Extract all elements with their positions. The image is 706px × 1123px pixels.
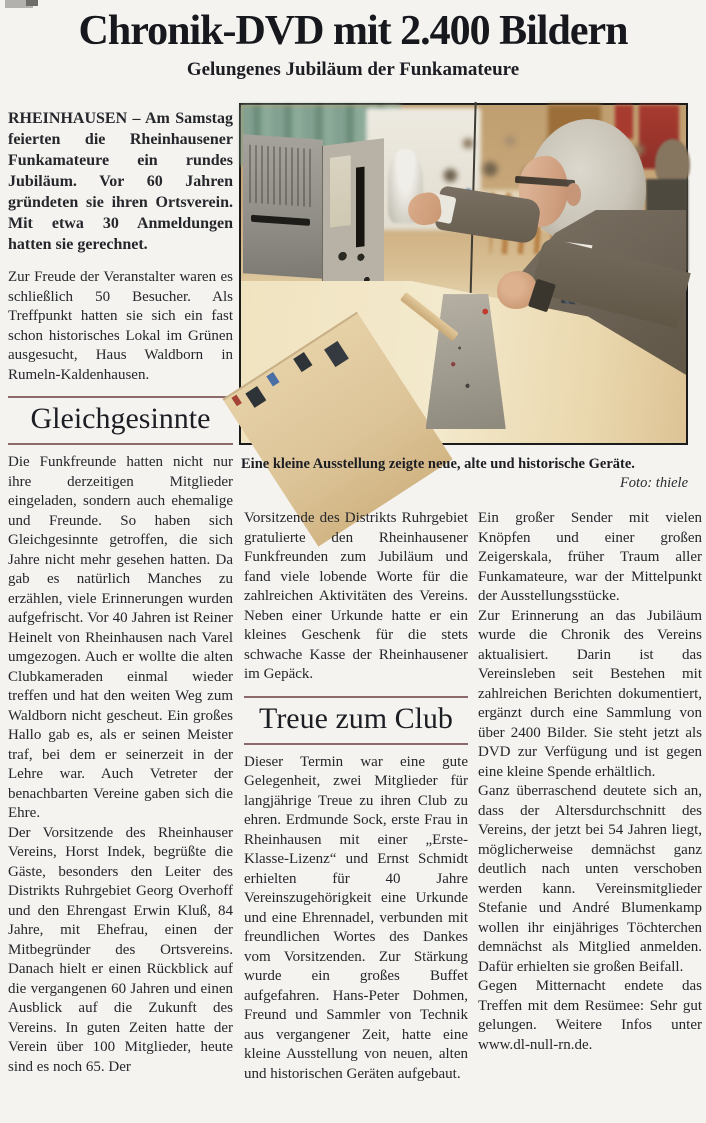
paragraph-closing: Gegen Mitternacht endete das Treffen mit dem Resümee: Sehr gut gelungen. Weitere Infos unter www.dl-null-rn.de. (478, 978, 702, 1053)
photo-credit: Foto: thiele (619, 475, 688, 491)
paragraph-honors: Dieser Termin war eine gute Gelegenheit, zwei Mitglieder für langjährige Treue zu ihren Club zu ehren. Erdmunde Sock, erste Frau in Rheinhausen mit einer „Erste-Klasse-Lizenz“ und Ernst Schmidt erhielten für 40 Jahre Vereinszugehörigkeit eine Urkunde und eine Ehrennadel, verbunden mit freundlichen Wortes des Dankes vom Vorsitzenden. Zur Stärkung wurde ein großes Buffet aufgefahren. Hans-Peter Dohmen, Freund und Sammler von Technik aus vergangener Zeit, hatte eine kleine Ausstellung von neuen, alten und historischen Geräten aufgebaut. (244, 753, 468, 1082)
section-heading-treue-zum-club: Treue zum Club (244, 696, 468, 745)
photo-caption: Eine kleine Ausstellung zeigte neue, alte und historische Geräte. (241, 456, 635, 472)
paragraph-age: Ganz überraschend deutete sich an, dass der Altersdurchschnitt des Vereins, der jetzt bei 54 Jahren liegt, möglicherweise demnächst ganz deutlich nach unten verschoben werden kann. Vereinsmitglieder Stefanie und André Blumenkamp wollen ihr einjähriges Töchterchen demnächst als Mitglied anmelden. Dafür erhielten sie großen Beifall. (478, 783, 702, 975)
column-middle (244, 509, 468, 1084)
photo-caption-block (241, 455, 688, 492)
paragraph-chairman: Der Vorsitzende des Rheinhauser Vereins, Horst Indek, begrüßte die Gäste, besonders den Leiter des Distrikts Ruhrgebiet Georg Overhoff und den Ehrengast Erwin Kluß, 84 Jahre, mit Ehefrau, einen der Mitbegründer des Ortsvereins. Danach hielt er einen Rückblick auf die vergangenen 60 Jahren und einen Ausblick auf die Zukunft des Vereins. In guten Zeiten hatte der Verein über 100 Mitglieder, heute sind es noch 65. Der (8, 824, 233, 1075)
paragraph-friends: Die Funkfreunde hatten nicht nur ihre derzeitigen Mitglieder eingeladen, sondern auch ehemalige und Freunde. So haben sich Gleichgesinnte getroffen, die sich Jahre nicht mehr gesehen hatten. Da gab es natürlich Manches zu erzählen, viele Erinnerungen wurden aufgefrischt. Vor 40 Jahren ist Reiner Heinelt von Rheinhausen nach Varel umgezogen. Auch er wollte die alten Clubkameraden einmal wieder treffen und hat den weiten Weg zum Waldborn nicht gescheut. Ein großes Hallo gab es, als er seinen Meister traf, bei dem er seinerzeit in der Lehre war. Auch Vetreter der benachbarten Vereine gaben sich die Ehre. (8, 454, 233, 821)
lead-paragraph: RHEINHAUSEN – Am Samstag feierten die Rheinhausener Funkamateure ein rundes Jubiläum. Vor 60 Jahren gründeten sie ihren Ortsverein. Mit etwa 30 Anmeldungen hatten sie gerechnet. (8, 110, 233, 253)
subtitle: Gelungenes Jubiläum der Funkamateure (186, 59, 520, 81)
paragraph-sender: Ein großer Sender mit vielen Knöpfen und einer großen Zeigerskala, früher Traum aller Funkamateure, war der Mittelpunkt der Ausstellungsstücke. (478, 510, 702, 604)
paragraph-venue: Zur Freude der Veranstalter waren es schließlich 50 Besucher. Als Treffpunkt hatten sie sich ein fast schon historisches Lokal im Grünen ausgesucht, Haus Waldborn in Rumeln-Kaldenhausen. (8, 269, 233, 383)
column-left (8, 108, 233, 1077)
article-header (0, 8, 706, 81)
article-photo (239, 103, 688, 445)
scan-artifact (26, 0, 38, 6)
paragraph-district: Vorsitzende des Distrikts Ruhrgebiet gratulierte den Rheinhausener Funkfreunden zum Jubiläum und fand viele lobende Worte für die zahlreichen Aktivitäten des Vereins. Neben einer Urkunde hatte er ein kleines Geschenk für die stets schwache Kasse der Rheinhausener im Gepäck. (244, 510, 468, 682)
paragraph-chronik: Zur Erinnerung an das Jubiläum wurde die Chronik des Vereins aktualisiert. Darin ist das Vereinsleben seit Bestehen mit zahlreichen Berichten dokumentiert, ergänzt durch eine Sammlung von über 2400 Bilder. Sie steht jetzt als DVD zur Verfügung und ist gegen eine kleine Spende erhältlich. (478, 607, 702, 780)
column-right (478, 509, 702, 1055)
section-heading-gleichgesinnte: Gleichgesinnte (8, 396, 233, 445)
photo-radio-receiver-side (243, 134, 323, 278)
headline: Chronik-DVD mit 2.400 Bildern (78, 8, 628, 54)
